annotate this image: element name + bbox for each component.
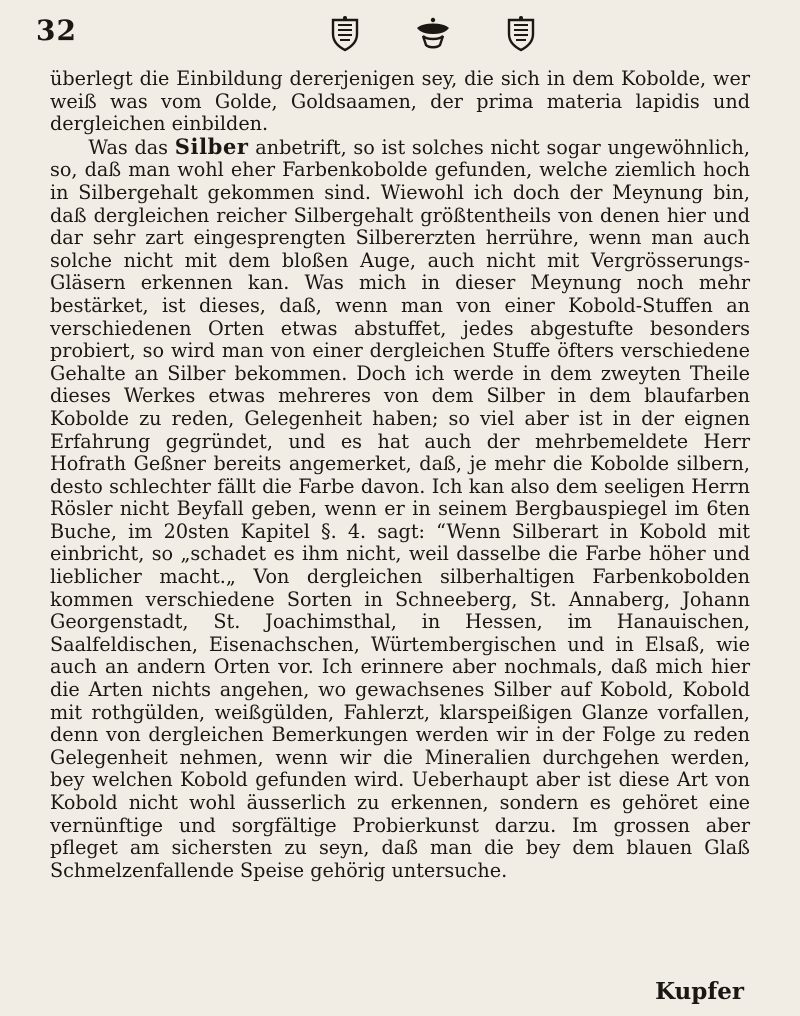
page-number: 32 xyxy=(36,14,77,47)
page-header xyxy=(0,0,800,70)
paragraph-2-lead: Was das xyxy=(88,135,169,159)
paragraph-1: überlegt die Einbildung dererjenigen sey, die sich in dem Kobolde, wer weiß was vom Golde, Goldsaamen, der prima materia lapidis und dergleichen einbilden. xyxy=(50,67,750,136)
paragraph-2-body: anbetrift, so ist solches nicht sogar ungewöhnlich, so, daß man wohl eher Farbenkobolde gefunden, welche ziemlich hoch in Silbergehalt gekommen sind. Wiewohl ich doch der Meynung bin, daß dergleichen reicher Silbergehalt größtentheils von denen hier und dar sehr zart eingesprengten Silbererzten herrühre, wenn man auch solche nicht mit dem bloßen Auge, auch nicht mit Vergrösserungs-Gläsern erkennen kan. Was mich in dieser Meynung noch mehr bestärket, ist dieses, daß, wenn man von einer Kobold-Stuffen an verschiedenen Orten etwas abstuffet, jedes abgestufte besonders probiert, so wird man von einer dergleichen Stuffe öfters verschiedene Gehalte an Silber bekommen. Doch ich werde in dem zweyten Theile dieses Werkes etwas mehreres von dem Silber in dem blaufarben Kobolde zu reden, Gelegenheit haben; so viel aber ist in der eignen Erfahrung gegründet, und es hat auch der mehrbemeldete Herr Hofrath Geßner bereits angemerket, daß, je mehr die Kobolde silbern, desto schlechter fällt die Farbe davon. Ich kan also dem seeligen Herrn Rösler nicht Beyfall geben, wenn er in seinem Bergbauspiegel im 6ten Buche, im 20sten Kapitel §. 4. sagt: “Wenn Silberart in Kobold mit einbricht, so „schadet es ihm nicht, weil dasselbe die Farbe höher und lieblicher macht.„ Von dergleichen silberhaltigen Farbenkobolden kommen verschiedene Sorten in Schneeberg, St. Annaberg, Johann Georgenstadt, St. Joachimsthal, in Hessen, im Hanauischen, Saalfeldischen, Eisenachschen, Würtembergischen und in Elsaß, wie auch an andern Orten vor. Ich erinnere aber nochmals, daß mich hier die Arten nichts angehen, wo gewachsenes Silber auf Kobold, Kobold mit rothgülden, weißgülden, Fahlerzt, klarspeißigen Glanze vorfallen, denn von dergleichen Bemerkungen werden wir in der Folge zu reden Gelegenheit nehmen, wenn wir die Mineralien durchgehen werden, bey welchen Kobold gefunden wird. Ueberhaupt aber ist diese Art von Kobold nicht wohl äusserlich zu erkennen, sondern es gehöret eine vernünftige und sorgfältige Probierkunst darzu. Im grossen aber pfleget am sichersten zu seyn, daß man die bey dem blauen Glaß Schmelzenfallende Speise gehörig untersuche. xyxy=(50,135,750,882)
decorative-crown-icon xyxy=(413,14,453,54)
header-ornaments xyxy=(325,14,541,54)
decorative-shield-icon xyxy=(501,14,541,54)
emphasized-word-silber: Silber xyxy=(174,133,249,159)
paragraph-2 xyxy=(50,133,750,883)
decorative-shield-icon xyxy=(325,14,365,54)
catchword: Kupfer xyxy=(655,978,744,1005)
body-text xyxy=(50,68,750,882)
